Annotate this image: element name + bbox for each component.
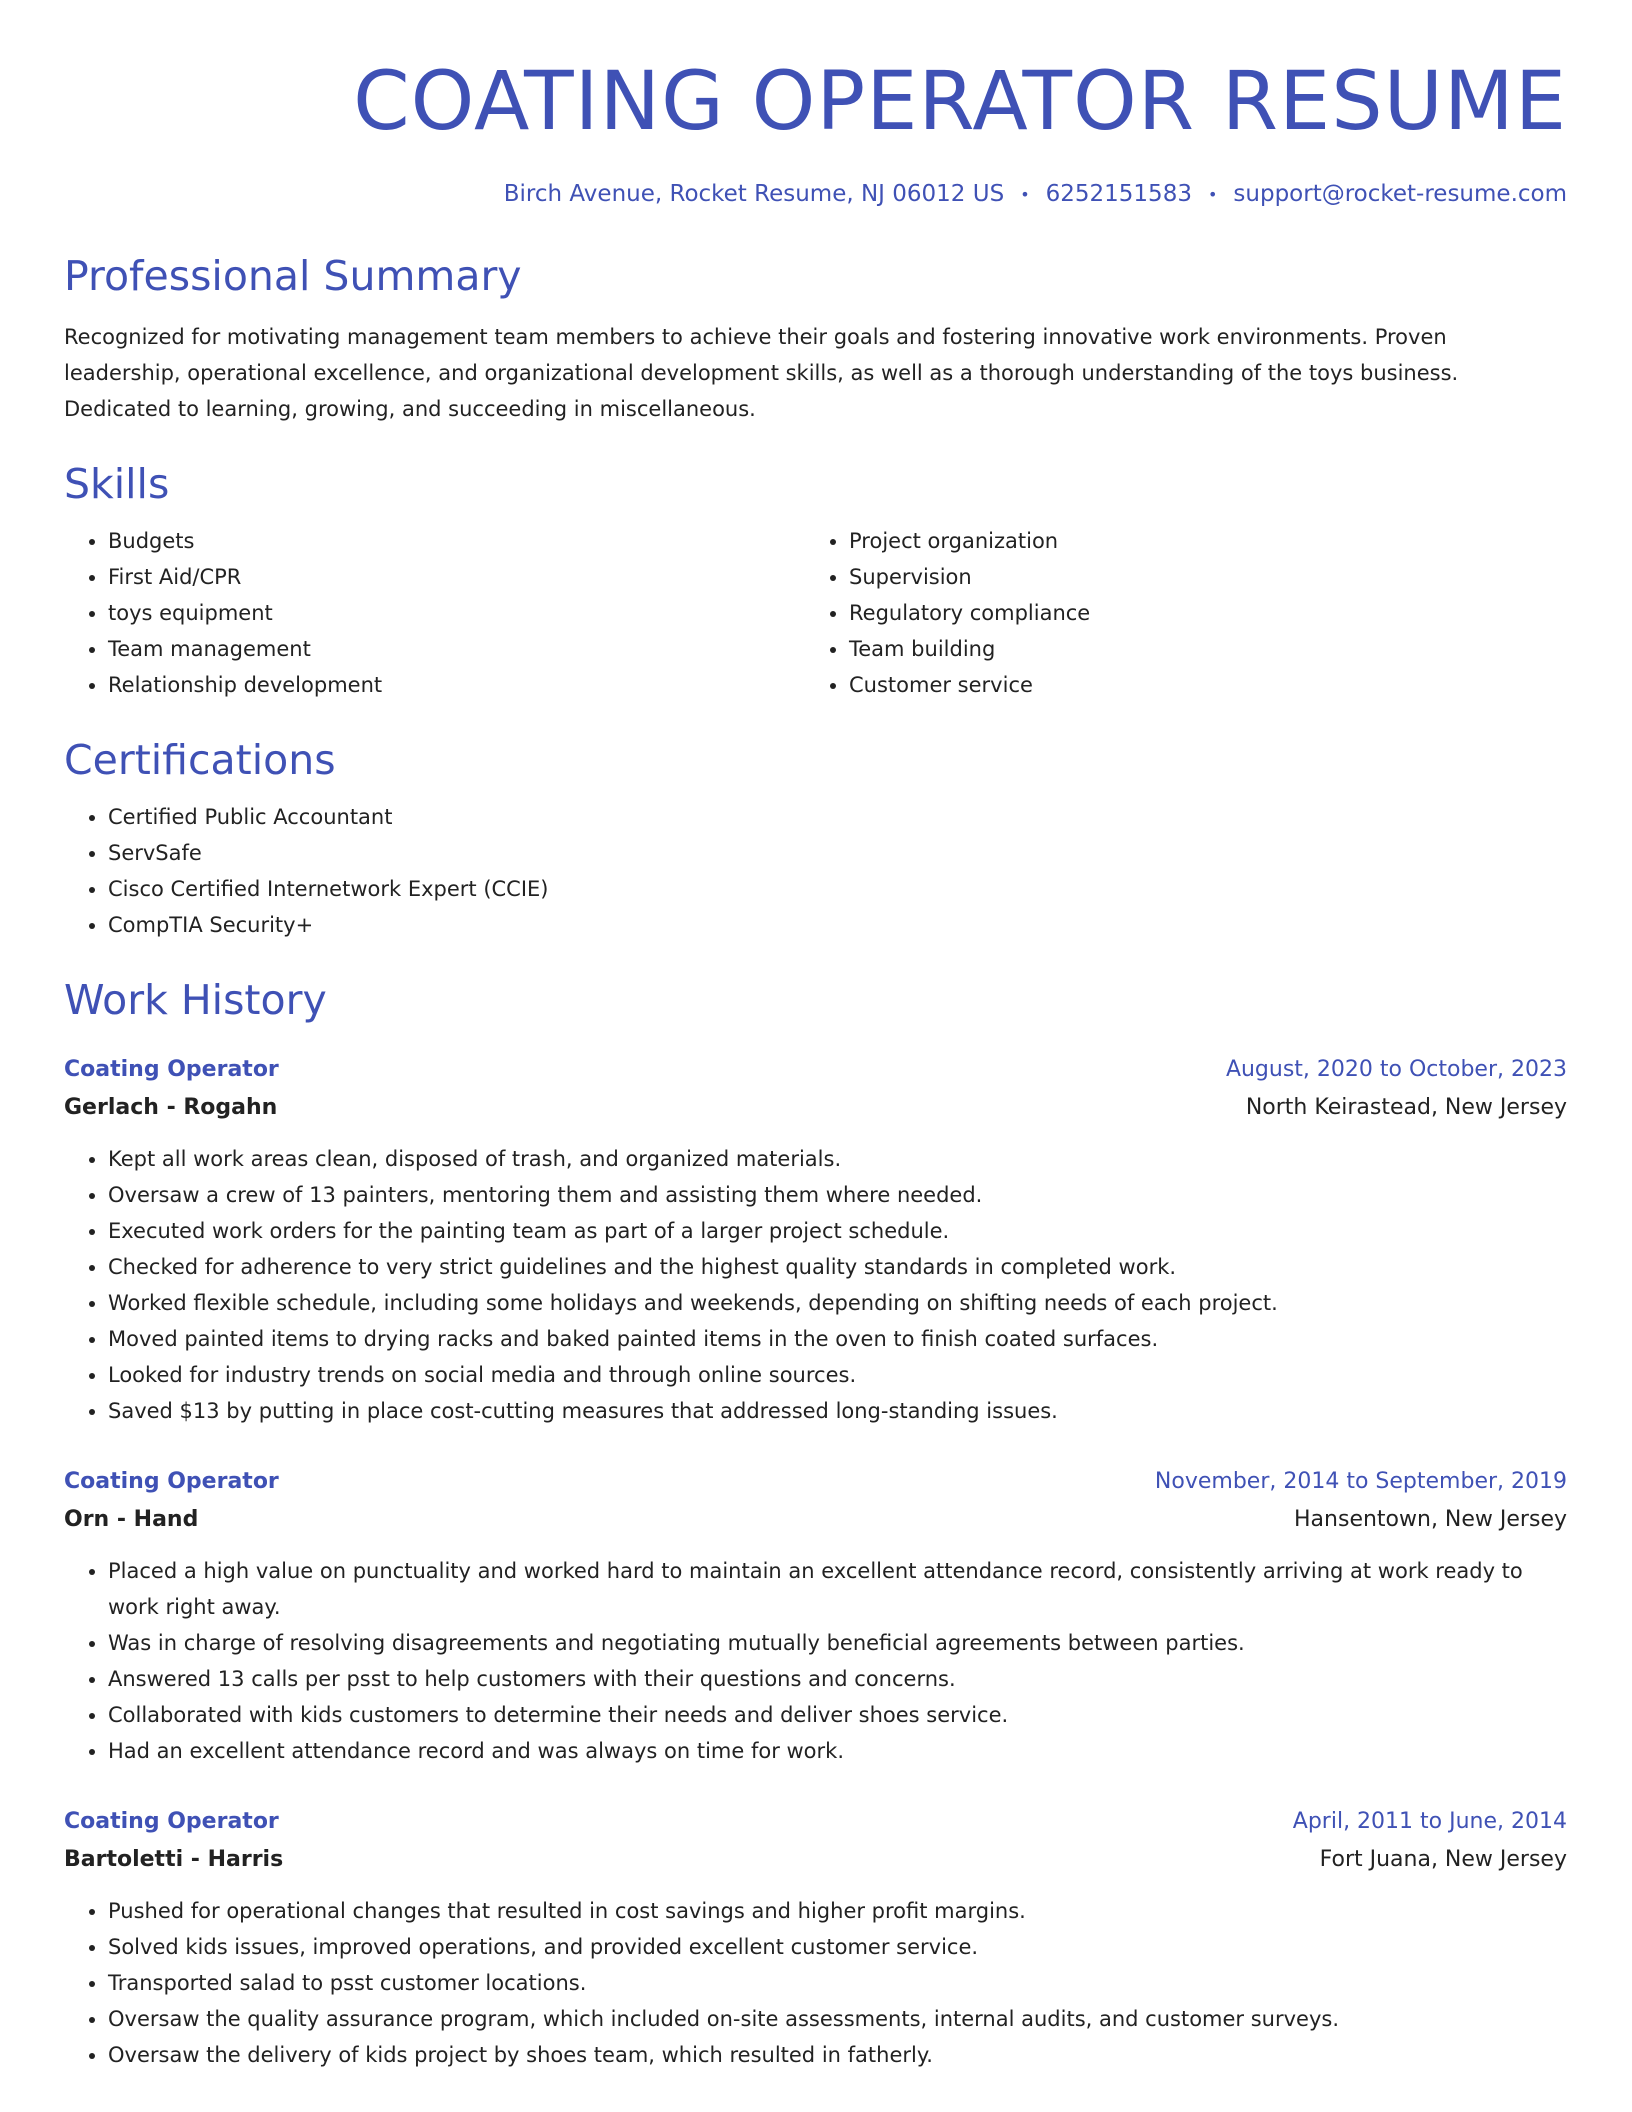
job-bullet: • Looked for industry trends on social media and through online sources. <box>108 1357 1567 1393</box>
skill-item: • Budgets <box>108 523 805 559</box>
skills-column-right <box>805 523 1546 703</box>
job-bullet: • Checked for adherence to very strict guidelines and the highest quality standards in completed work. <box>108 1249 1567 1285</box>
resume-title: COATING OPERATOR RESUME <box>353 55 1567 149</box>
job-location: Hansentown, New Jersey <box>1294 1506 1567 1532</box>
contact-separator: • <box>1020 184 1030 204</box>
certification-item: • ServSafe <box>108 835 1567 871</box>
job-bullet: • Executed work orders for the painting team as part of a larger project schedule. <box>108 1213 1567 1249</box>
job-title: Coating Operator <box>64 1056 279 1082</box>
job-entry <box>64 1051 1567 1429</box>
certifications-section <box>64 735 1567 943</box>
job-bullet: • Collaborated with kids customers to determine their needs and deliver shoes service. <box>108 1697 1567 1733</box>
summary-text: Recognized for motivating management team members to achieve their goals and fostering innovative work environments. Proven leadership, operational excellence, and organizational development skills, as well as a thorough understanding of the toys business. Dedicated to learning, growing, and succeeding in miscellaneous. <box>64 324 1459 421</box>
job-bullet: • Kept all work areas clean, disposed of trash, and organized materials. <box>108 1141 1567 1177</box>
job-dates: August, 2020 to October, 2023 <box>1225 1056 1567 1082</box>
job-bullet: • Oversaw the delivery of kids project by shoes team, which resulted in fatherly. <box>108 2037 1567 2073</box>
job-bullet: • Placed a high value on punctuality and worked hard to maintain an excellent attendance record, consistently arriving at work ready to work right away. <box>108 1553 1567 1625</box>
summary-heading: Professional Summary <box>64 251 522 300</box>
job-bullet: • Oversaw a crew of 13 painters, mentoring them and assisting them where needed. <box>108 1177 1567 1213</box>
skill-item: • Customer service <box>849 667 1546 703</box>
certifications-list <box>64 799 1567 943</box>
skills-column-left <box>64 523 805 703</box>
skill-item: • Project organization <box>849 523 1546 559</box>
job-title: Coating Operator <box>64 1808 279 1834</box>
job-entry <box>64 1463 1567 1769</box>
skill-item: • Team building <box>849 631 1546 667</box>
certifications-heading: Certifications <box>64 735 336 784</box>
certification-item: • Cisco Certified Internetwork Expert (CCIE) <box>108 871 1567 907</box>
job-bullet: • Transported salad to psst customer locations. <box>108 1965 1567 2001</box>
job-company: Orn - Hand <box>64 1506 199 1532</box>
job-bullets <box>64 1893 1567 2073</box>
job-bullet: • Answered 13 calls per psst to help customers with their questions and concerns. <box>108 1661 1567 1697</box>
skills-grid <box>64 523 1567 703</box>
job-company: Bartoletti - Harris <box>64 1846 284 1872</box>
contact-phone: 6252151583 <box>1045 181 1192 207</box>
contact-separator: • <box>1207 184 1218 204</box>
contact-line <box>64 178 1567 211</box>
job-bullets <box>64 1141 1567 1429</box>
job-bullet: • Solved kids issues, improved operations, and provided excellent customer service. <box>108 1929 1567 1965</box>
job-bullet: • Was in charge of resolving disagreements and negotiating mutually beneficial agreements between parties. <box>108 1625 1567 1661</box>
work-history-heading: Work History <box>64 975 327 1024</box>
job-bullet: • Oversaw the quality assurance program, which included on-site assessments, internal audits, and customer surveys. <box>108 2001 1567 2037</box>
skill-item: • Relationship development <box>108 667 805 703</box>
skill-item: • Supervision <box>849 559 1546 595</box>
resume-page <box>64 0 1567 2073</box>
job-location: North Keirastead, New Jersey <box>1245 1094 1567 1120</box>
skill-item: • toys equipment <box>108 595 805 631</box>
job-entry <box>64 1803 1567 2073</box>
job-bullet: • Saved $13 by putting in place cost-cutting measures that addressed long-standing issues. <box>108 1393 1567 1429</box>
skill-item: • First Aid/CPR <box>108 559 805 595</box>
job-dates: November, 2014 to September, 2019 <box>1154 1468 1567 1494</box>
job-bullet: • Moved painted items to drying racks and baked painted items in the oven to finish coated surfaces. <box>108 1321 1567 1357</box>
certification-item: • Certified Public Accountant <box>108 799 1567 835</box>
contact-address: Birch Avenue, Rocket Resume, NJ 06012 US <box>503 181 1005 207</box>
skills-section <box>64 459 1567 703</box>
certification-item: • CompTIA Security+ <box>108 907 1567 943</box>
job-dates: April, 2011 to June, 2014 <box>1292 1808 1567 1834</box>
job-bullet: • Worked flexible schedule, including some holidays and weekends, depending on shifting needs of each project. <box>108 1285 1567 1321</box>
skill-item: • Regulatory compliance <box>849 595 1546 631</box>
job-bullets <box>64 1553 1567 1769</box>
job-location: Fort Juana, New Jersey <box>1319 1846 1567 1872</box>
skill-item: • Team management <box>108 631 805 667</box>
job-bullet: • Pushed for operational changes that resulted in cost savings and higher profit margins. <box>108 1893 1567 1929</box>
work-history-section <box>64 975 1567 2073</box>
job-title: Coating Operator <box>64 1468 279 1494</box>
skills-heading: Skills <box>64 459 170 508</box>
job-company: Gerlach - Rogahn <box>64 1094 278 1120</box>
job-bullet: • Had an excellent attendance record and was always on time for work. <box>108 1733 1567 1769</box>
contact-email: support@rocket-resume.com <box>1233 181 1567 207</box>
